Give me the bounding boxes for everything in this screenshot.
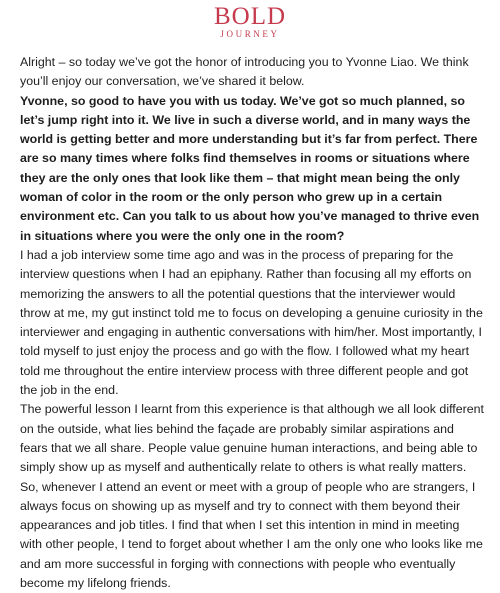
article-intro: Alright – so today we’ve got the honor of introducing you to Yvonne Liao. We think you’ll enjoy our conversation, we’ve shared it below. bbox=[20, 55, 469, 89]
logo-wordmark-journey: JOURNEY bbox=[220, 29, 280, 39]
logo-wordmark-bold: BOLD bbox=[213, 3, 287, 30]
bold-journey-logo[interactable] bbox=[0, 4, 500, 39]
article-body bbox=[20, 53, 484, 593]
answer-paragraph-2: The powerful lesson I learnt from this experience is that although we all look different on the outside, what lies behind the façade are probably similar aspirations and fears that we all share. People value genuine human interactions, and being able to simply show up as myself and authentically relate to others is what really matters. So, whenever I attend an event or meet with a group of people who are strangers, I always focus on showing up as myself and try to connect with them beyond their appearances and job titles. I find that when I set this intention in mind in meeting with other people, I tend to forget about whether I am the only one who looks like me and am more successful in forging with connections with people who eventually become my lifelong friends. bbox=[20, 402, 484, 591]
interview-question: Yvonne, so good to have you with us today. We’ve got so much planned, so let’s jump right into it. We live in such a diverse world, and in many ways the world is getting better and more understanding but it’s far from perfect. There are so many times where folks find themselves in rooms or situations where they are the only ones that look like them – that might mean being the only woman of color in the room or the only person who grew up in a certain environment etc. Can you talk to us about how you’ve managed to thrive even in situations where you were the only one in the room? bbox=[20, 93, 480, 243]
answer-paragraph-1: I had a job interview some time ago and was in the process of preparing for the interview questions when I had an epiphany. Rather than focusing all my efforts on memorizing the answers to all the potential questions that the interviewer would throw at me, my gut instinct told me to focus on developing a genuine curiosity in the interviewer and engaging in authentic conversations with him/her. Most importantly, I told myself to just enjoy the process and go with the flow. I followed what my heart told me throughout the entire interview process with three different people and got the job in the end. bbox=[20, 247, 483, 398]
